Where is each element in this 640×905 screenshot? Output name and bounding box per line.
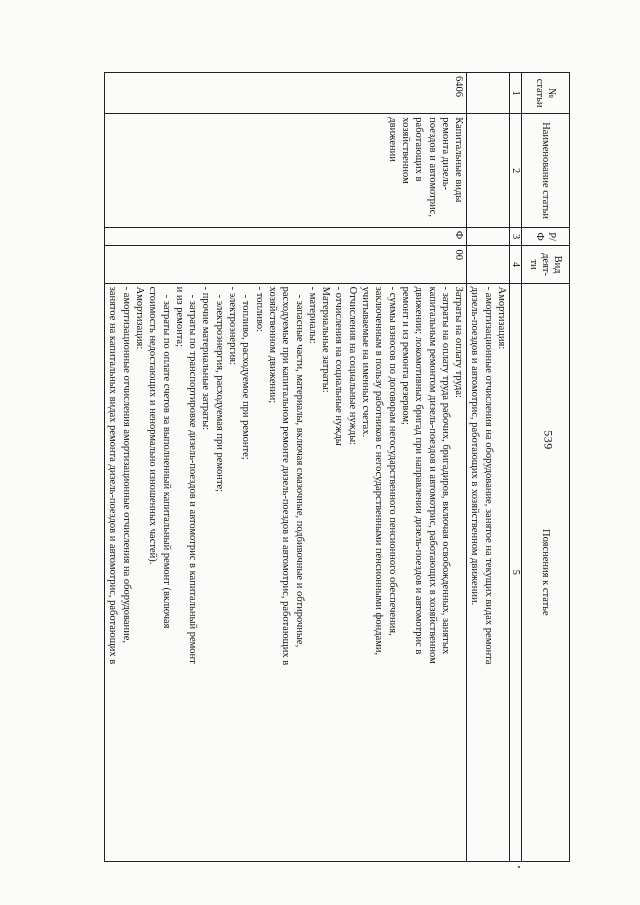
cell-empty: [467, 73, 510, 114]
note-line: - электроэнергия, расходуемая при ремонте;: [213, 294, 225, 493]
note-line: - прочие материальные затраты:: [200, 286, 212, 431]
note-line: - суммы взносов по договорам негосударственного пенсионного обеспечения,: [386, 286, 398, 636]
table-row-6406: [105, 73, 467, 862]
cell-empty: [467, 114, 510, 228]
note-line: Амортизация:: [133, 286, 145, 350]
note-line: - топливо:: [253, 286, 265, 332]
note-line: дизель-поездов и автомотрис, работающих в хозяйственном движении.: [469, 286, 481, 606]
column-number: 4: [510, 246, 522, 283]
note-line: - материалы:: [306, 286, 318, 344]
header-article-name: Наименование статьи: [522, 114, 570, 228]
note-line: заключенным в пользу работников с негосударственными пенсионными фондами,: [373, 286, 385, 656]
header-row: [522, 73, 570, 862]
cell-notes-continued: [467, 283, 510, 861]
note-line: стоимость недостающих и ненормально изношенных частей).: [147, 286, 159, 565]
cell-notes: [105, 283, 467, 861]
column-number: 2: [510, 114, 522, 228]
note-line: и из ремонта;: [173, 286, 185, 347]
cell-article-number: 6406: [105, 73, 467, 114]
note-line: занятое на капитальных видах ремонта дизель-поездов и автомотрис, работающих в: [107, 286, 119, 665]
note-line: - затраты на оплату труда рабочих, бригадиров, включая освобожденных, занятых: [439, 286, 451, 655]
note-line: - топливо, расходуемое при ремонте;: [240, 294, 252, 460]
note-line: - отчисления на социальные нужды: [333, 286, 345, 446]
cell-rf: Ф: [105, 227, 467, 246]
note-line: движении; локомотивных бригад при направлении дизель-поездов и автомотрис в: [413, 286, 425, 655]
note-line: - запасные части, материалы, включая смазочные, подбивочные и обтирочные,: [293, 294, 305, 648]
note-line: капитальным ремонтом дизель-поездов и автомотрис, работающих в хозяйственном: [426, 286, 438, 664]
header-rf: Р/Ф: [522, 227, 570, 246]
note-line: - амортизационные отчисления амортизационные отчисления на оборудование,: [120, 286, 132, 644]
note-line: - затраты по транспортировке дизель-поездов и автомотрис в капитальный ремонт: [187, 294, 199, 664]
rotated-table-frame: [80, 72, 570, 862]
cell-article-name: Капитальные виды ремонта дизель-поездов и автомотрис, работающих в хозяйственном движении: [105, 114, 467, 228]
scan-speck: [518, 866, 520, 868]
column-number: 3: [510, 227, 522, 246]
table-row-continued: [467, 73, 510, 862]
note-line: расходуемые при капитальном ремонте дизель-поездов и автомотрис, работающих в: [280, 286, 292, 666]
cell-activity: 00: [105, 246, 467, 283]
column-number: 5: [510, 283, 522, 861]
page-number: 539: [541, 430, 556, 450]
note-line: хозяйственном движении;: [266, 286, 278, 404]
header-activity: Вид деят-ти: [522, 246, 570, 283]
note-line: - электроэнергия:: [227, 286, 239, 365]
cell-empty: [467, 246, 510, 283]
note-line: - амортизационные отчисления на оборудование, занятое на текущих видах ремонта: [482, 286, 494, 665]
note-line: ремонт и из ремонта резервом;: [399, 286, 411, 425]
column-number: 1: [510, 73, 522, 114]
header-article-number: № статьи: [522, 73, 570, 114]
document-table: [80, 72, 570, 862]
note-line: Отчисления на социальные нужды:: [346, 286, 358, 446]
column-number-row: [510, 73, 522, 862]
note-line: учитываемые на именных счетах.: [360, 286, 372, 438]
header-notes: Пояснения к статье: [522, 283, 570, 861]
note-line: Материальные затраты:: [320, 286, 332, 393]
note-line: Затраты на оплату труда:: [453, 286, 465, 398]
note-line: Амортизация:: [496, 286, 507, 350]
note-line: - затраты по оплате счетов за выполненный капитальный ремонт (включая: [160, 294, 172, 629]
cell-empty: [467, 227, 510, 246]
